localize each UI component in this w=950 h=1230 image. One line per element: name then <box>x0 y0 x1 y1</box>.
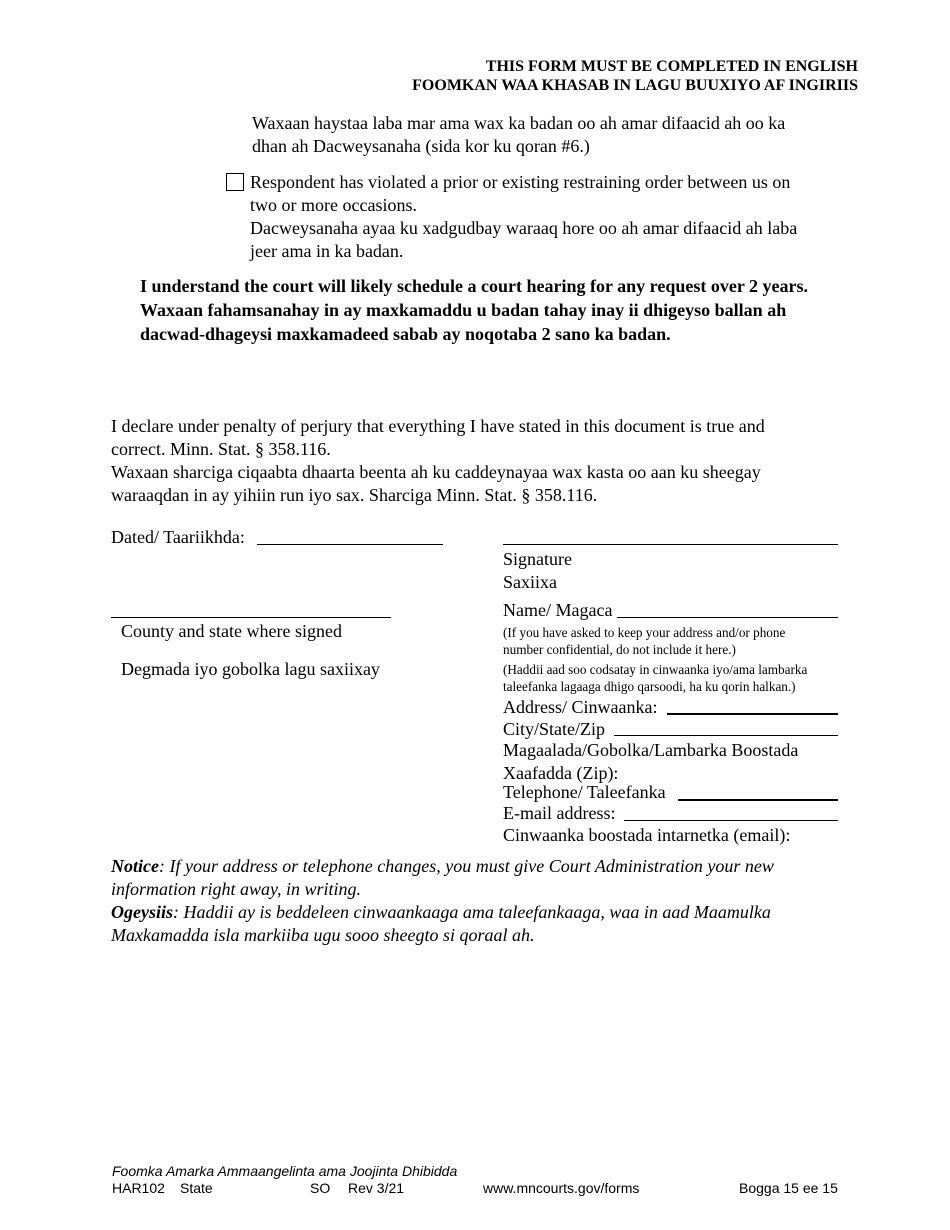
notice-so-text: : Haddii ay is beddeleen cinwaankaaga ama taleefankaaga, waa in aad Maamulka <box>173 902 771 922</box>
address-field[interactable] <box>667 713 838 715</box>
continuation-line: Waxaan haystaa laba mar ama wax ka badan oo ah amar difaacid ah oo ka <box>252 113 786 133</box>
city-label-so-line: Xaafadda (Zip): <box>503 763 619 783</box>
notice-en-title: Notice <box>111 856 159 876</box>
confidential-note-line: number confidential, do not include it here.) <box>503 642 736 657</box>
continuation-line: dhan ah Dacweysanaha (sida kor ku qoran #6.) <box>252 136 590 156</box>
declaration-line: I declare under penalty of perjury that everything I have stated in this document is true and <box>111 416 765 436</box>
date-field[interactable] <box>257 544 443 545</box>
name-field[interactable] <box>617 617 838 618</box>
notice-en-text: : If your address or telephone changes, you must give Court Administration your new <box>158 856 774 876</box>
declaration-line: waraaqdan in ay yihiin run iyo sax. Sharciga Minn. Stat. § 358.116. <box>111 485 598 505</box>
header-english-notice: THIS FORM MUST BE COMPLETED IN ENGLISH <box>485 58 858 75</box>
county-label: County and state where signed <box>121 621 342 641</box>
email-label: E-mail address: <box>503 803 616 823</box>
city-field[interactable] <box>614 735 838 736</box>
hearing-notice-line: Waxaan fahamsanahay in ay maxkamaddu u badan tahay inay ii dhigeyso ballan ah <box>140 300 787 320</box>
confidential-note-line: (Haddii aad soo codsatay in cinwaanka iyo/ama lambarka <box>503 662 808 677</box>
declaration-line: correct. Minn. Stat. § 358.116. <box>111 439 331 459</box>
notice-so-title: Ogeysiis <box>111 902 173 922</box>
telephone-field[interactable] <box>678 799 838 801</box>
email-field[interactable] <box>624 820 838 821</box>
form-header <box>412 57 858 95</box>
notice-so-text: Maxkamadda isla markiiba ugu sooo sheegto si qoraal ah. <box>111 925 535 945</box>
perjury-declaration <box>111 415 765 507</box>
change-notice <box>111 855 774 947</box>
violation-line: jeer ama in ka badan. <box>250 241 404 261</box>
hearing-notice <box>140 274 808 346</box>
notice-en <box>111 855 774 878</box>
confidential-note-line: (If you have asked to keep your address and/or phone <box>503 625 786 640</box>
violation-line: Dacweysanaha ayaa ku xadgudbay waraaq hore oo ah amar difaacid ah laba <box>250 218 798 238</box>
footer-revision: Rev 3/21 <box>348 1180 405 1196</box>
violation-line: Respondent has violated a prior or existing restraining order between us on <box>250 172 791 192</box>
confidential-note-en <box>503 624 785 658</box>
address-label: Address/ Cinwaanka: <box>503 697 658 717</box>
signature-label <box>503 548 572 594</box>
hearing-notice-line: dacwad-dhageysi maxkamadeed sabab ay noqotaba 2 sano ka badan. <box>140 324 671 344</box>
county-label-so: Degmada iyo gobolka lagu saxiixay <box>121 659 380 679</box>
footer-page-number: Bogga 15 ee 15 <box>739 1180 838 1196</box>
declaration-line: Waxaan sharciga ciqaabta dhaarta beenta ah ku caddeynayaa wax kasta oo aan ku sheegay <box>111 462 761 482</box>
city-label: City/State/Zip <box>503 719 605 739</box>
city-label-so <box>503 739 798 785</box>
violation-line: two or more occasions. <box>250 195 417 215</box>
header-somali-notice: FOOMKAN WAA KHASAB IN LAGU BUUXIYO AF INGIRIIS <box>412 77 858 94</box>
footer-form-code: HAR102 <box>112 1180 165 1196</box>
notice-so <box>111 901 774 924</box>
telephone-label: Telephone/ Taleefanka <box>503 782 666 802</box>
name-label: Name/ Magaca <box>503 600 613 620</box>
footer-form-title: Foomka Amarka Ammaangelinta ama Joojinta Dhibidda <box>112 1163 458 1179</box>
confidential-note-so <box>503 661 807 695</box>
footer-scope: State <box>180 1180 213 1196</box>
city-label-so-line: Magaalada/Gobolka/Lambarka Boostada <box>503 740 799 760</box>
footer-url[interactable]: www.mncourts.gov/forms <box>483 1180 640 1196</box>
confidential-note-line: taleefanka lagaaga dhigo qarsoodi, ha ku qorin halkan.) <box>503 679 796 694</box>
signature-field[interactable] <box>503 544 838 545</box>
violation-option-text <box>250 171 797 263</box>
email-label-so: Cinwaanka boostada intarnetka (email): <box>503 825 791 845</box>
footer-language: SO <box>310 1180 331 1196</box>
signature-label-so: Saxiixa <box>503 572 557 592</box>
signature-label-en: Signature <box>503 549 572 569</box>
violation-checkbox[interactable] <box>226 173 244 191</box>
dated-label: Dated/ Taariikhda: <box>111 527 245 547</box>
continuation-text <box>252 112 785 158</box>
notice-en-text: information right away, in writing. <box>111 879 362 899</box>
county-field[interactable] <box>111 617 391 618</box>
hearing-notice-line: I understand the court will likely schedule a court hearing for any request over 2 years. <box>140 276 808 296</box>
